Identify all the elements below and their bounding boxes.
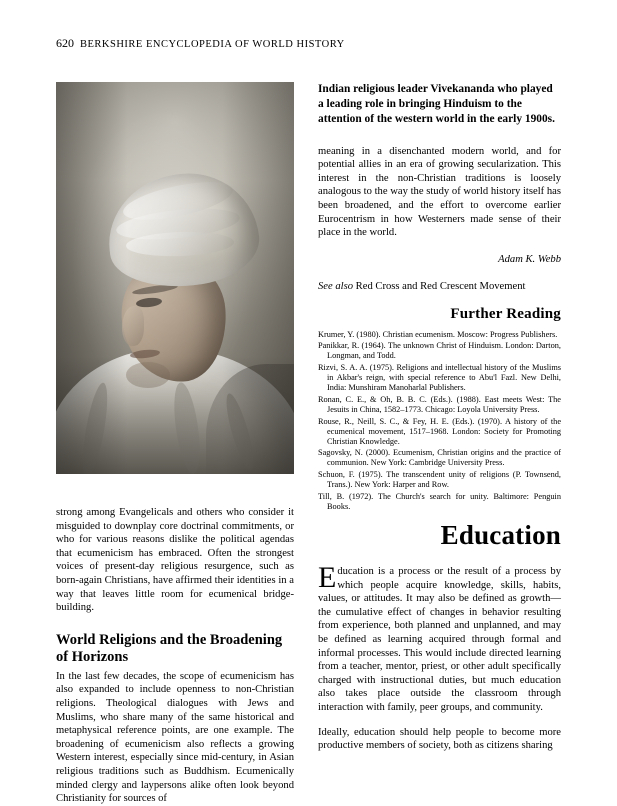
reference-item: Till, B. (1972). The Church's search for unity. Baltimore: Penguin Books. <box>318 491 561 511</box>
see-also-target[interactable]: Red Cross and Red Crescent Movement <box>355 280 526 292</box>
section-heading: World Religions and the Broadening of Horizons <box>56 631 283 666</box>
page-number: 620 <box>56 36 74 50</box>
article-title: Education <box>440 520 561 550</box>
running-head <box>56 36 345 51</box>
reference-item: Ronan, C. E., & Oh, B. B. C. (Eds.). (1988). East meets West: The Jesuits in China, 1582–1773. Chicago: Loyola University Press. <box>318 394 561 414</box>
further-reading-list <box>318 330 561 512</box>
figure-caption: Indian religious leader Vivekananda who played a leading role in bringing Hinduism to the attention of the western world in the early 1900s. <box>318 83 555 126</box>
education-paragraph-2: Ideally, education should help people to become more productive members of society, both as citizens sharing <box>318 726 561 752</box>
education-paragraph-1 <box>318 561 561 715</box>
see-also-line <box>318 281 561 292</box>
ecumenism-right-paragraph: meaning in a disenchanted modern world, and for potential allies in an era of growing secularization. This interest in the non-Christian traditions is loosely analogous to the way the study of world history itself has been broadened, and the effort to overcome earlier Eurocentrism in how Westerners made sense of their place in the world. <box>318 145 561 239</box>
photo-vignette <box>56 82 294 474</box>
portrait-photograph <box>56 82 294 474</box>
left-column-text <box>56 506 294 806</box>
reference-item: Rouse, R., Neill, S. C., & Fey, H. E. (Eds.). (1970). A history of the ecumenical movement, 1517–1968. London: Society for Promoting Christian Knowledge. <box>318 416 561 446</box>
education-paragraph-1-text: ducation is a process or the result of a process by which people acquire knowledge, skills, habits, values, or attitudes. It may also be defined as growth—the cumulative effect of changes in behavior resulting from experience, both planned and unplanned, and may be defined as learning acquired through formal and informal processes. This would include directed learning from a teacher, mentor, priest, or other adult specifically charged with instructional duties, but much education also takes place outside the classroom through interaction with family, peer groups, and community. <box>318 566 561 713</box>
drop-cap: E <box>318 561 337 594</box>
ecumenism-section-paragraph: In the last few decades, the scope of ecumenicism has also expanded to include openness to non-Christian religions. Theological dialogues with Jews and Muslims, who share many of the same historical and metaphysical reference points, are one example. The broadening of ecumenicism also reflects a growing Western interest, especially since mid-century, in Asian religious traditions such as Buddhism. Ecumenically minded clergy and laypersons alike often look beyond Christianity for sources of <box>56 670 294 805</box>
reference-item: Rizvi, S. A. A. (1975). Religions and intellectual history of the Muslims in Akbar's reign, with special reference to Abu'l Fazl. New Delhi, India: Munshiram Manoharlal Publishers. <box>318 363 561 393</box>
left-column-top <box>56 82 294 474</box>
further-reading-heading: Further Reading <box>450 305 561 322</box>
reference-item: Schuon, F. (1975). The transcendent unity of religions (P. Townsend, Trans.). New York: Harper and Row. <box>318 469 561 490</box>
see-also-label: See also <box>318 280 354 292</box>
ecumenism-left-paragraph: strong among Evangelicals and others who consider it misguided to downplay core doctrinal commitments, or who for various reasons dislike the political agendas that ecumenicism has embraced. Often the strongest voices of present-day religious resurgence, such as born-again Christians, have affirmed their identities in a way that leaves little room for ecumenical bridge-building. <box>56 507 294 614</box>
book-title: BERKSHIRE ENCYCLOPEDIA OF WORLD HISTORY <box>80 39 345 50</box>
reference-item: Panikkar, R. (1964). The unknown Christ of Hinduism. London: Darton, Longman, and Todd. <box>318 341 561 361</box>
education-article <box>318 520 561 753</box>
article-byline: Adam K. Webb <box>498 253 561 265</box>
reference-item: Krumer, Y. (1980). Christian ecumenism. Moscow: Progress Publishers. <box>318 329 558 339</box>
right-column-top <box>318 82 561 513</box>
reference-item: Sagovsky, N. (2000). Ecumenism, Christian origins and the practice of communion. New York: Cambridge University Press. <box>318 448 561 468</box>
